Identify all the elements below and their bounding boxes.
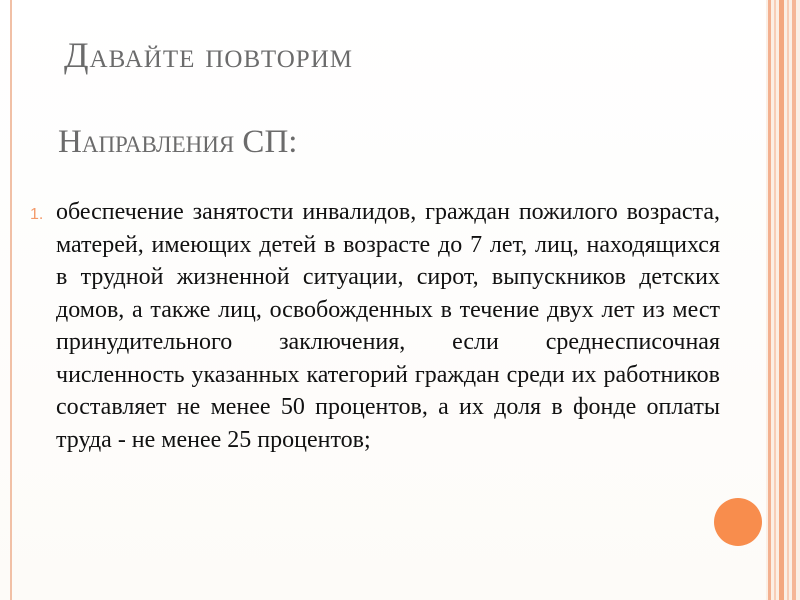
slide-title: Давайте повторим	[64, 35, 353, 75]
decorative-stripe	[787, 0, 789, 600]
accent-circle	[714, 498, 762, 546]
slide-subtitle: Направления СП:	[58, 124, 298, 160]
decorative-stripe	[792, 0, 796, 600]
decorative-stripe	[774, 0, 776, 600]
list-item-text: обеспечение занятости инвалидов, граждан пожилого возраста, матерей, имеющих детей в возрасте до 7 лет, лиц, находящихся в трудной жизненной ситуации, сирот, выпускников детских домов, а также лиц, освобожденных в течение двух лет из мест принудительного заключения, если среднесписочная численность указанных категорий граждан среди их работников составляет не менее 50 процентов, а их доля в фонде оплаты труда - не менее 25 процентов;	[56, 199, 720, 453]
decorative-stripe	[779, 0, 784, 600]
left-decorative-rule	[10, 0, 12, 600]
numbered-list	[30, 196, 720, 456]
list-item	[30, 196, 720, 456]
list-number-marker: 1.	[30, 206, 44, 223]
decorative-stripe	[768, 0, 771, 600]
